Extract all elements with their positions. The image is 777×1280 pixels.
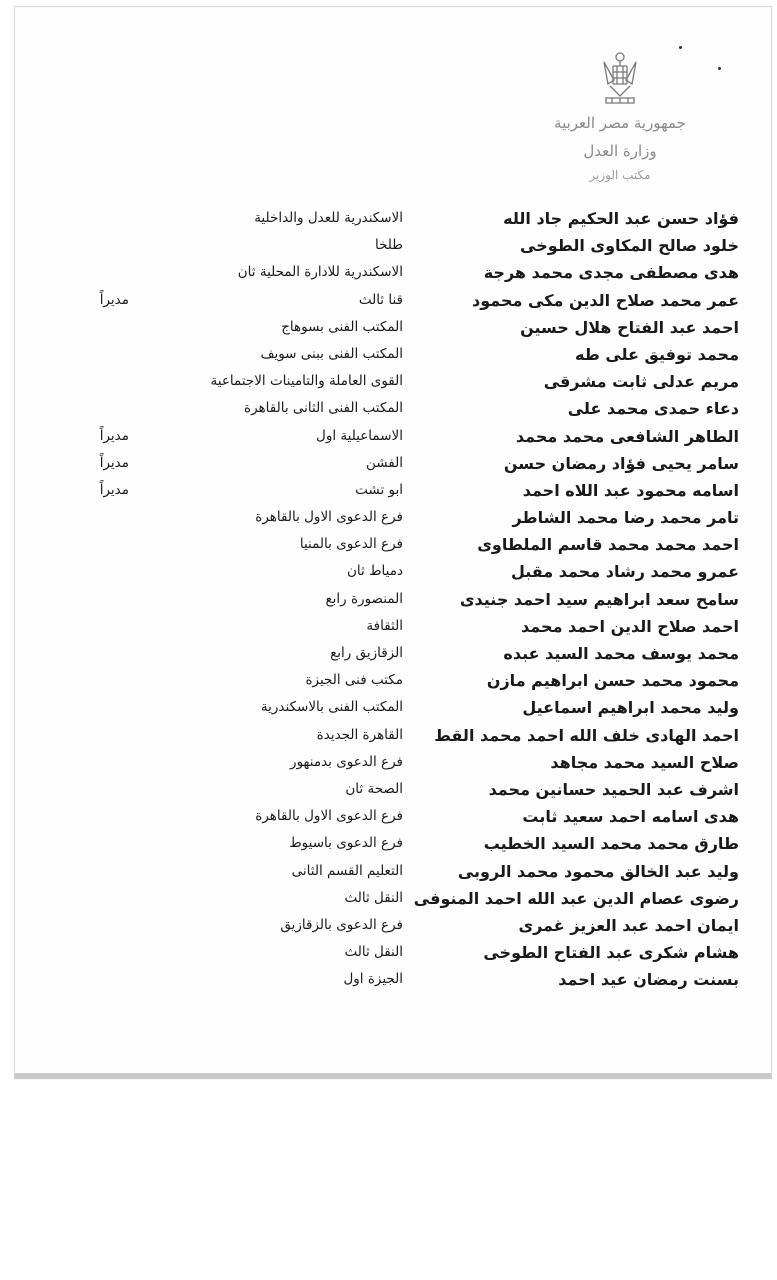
list-item xyxy=(0,205,777,232)
list-item xyxy=(0,640,777,667)
letterhead-country: جمهورية مصر العربية xyxy=(554,114,686,132)
assigned-department: المنصورة رابع xyxy=(325,590,403,607)
assigned-department: النقل ثالث xyxy=(344,889,403,906)
employee-name: محمد توفيق على طه xyxy=(574,344,739,364)
employee-name: اسامه محمود عبد اللاه احمد xyxy=(522,480,739,500)
employee-name: محمود محمد حسن ابراهيم مازن xyxy=(486,671,739,691)
list-item xyxy=(0,287,777,314)
list-item xyxy=(0,858,777,885)
eagle-emblem-icon xyxy=(598,50,642,104)
assigned-department: الاسكندرية للعدل والداخلية xyxy=(254,210,403,226)
assigned-department: النقل ثالث xyxy=(344,944,403,961)
letterhead-office: مكتب الوزير xyxy=(589,168,651,182)
personnel-list xyxy=(0,205,777,993)
assigned-department: الزقازيق رابع xyxy=(330,645,403,661)
assigned-department: المكتب الفنى الثانى بالقاهرة xyxy=(244,400,403,417)
assigned-department: فرع الدعوى باسيوط xyxy=(289,835,403,852)
assigned-department: القوى العاملة والتامينات الاجتماعية xyxy=(210,373,403,390)
employee-name: احمد صلاح الدين احمد محمد xyxy=(521,616,739,636)
list-item xyxy=(0,885,777,912)
employee-name: وليد عبد الخالق محمود محمد الروبى xyxy=(457,861,739,881)
employee-name: ايمان احمد عبد العزيز غمرى xyxy=(518,915,739,935)
letterhead-ministry: وزارة العدل xyxy=(583,142,657,160)
employee-name: احمد الهادى خلف الله احمد محمد القط xyxy=(434,725,739,745)
employee-name: هدى اسامه احمد سعيد ثابت xyxy=(522,807,739,827)
employee-name: محمد يوسف محمد السيد عبده xyxy=(503,644,739,663)
employee-name: مريم عدلى ثابت مشرقى xyxy=(543,372,739,392)
list-item xyxy=(0,232,777,259)
list-item xyxy=(0,586,777,613)
list-item xyxy=(0,776,777,803)
list-item xyxy=(0,477,777,504)
list-item xyxy=(0,694,777,721)
list-item xyxy=(0,667,777,694)
list-item xyxy=(0,912,777,939)
assigned-department: الاسكندرية للادارة المحلية ثان xyxy=(237,264,403,281)
list-item xyxy=(0,939,777,966)
assigned-department: الثقافة xyxy=(366,617,403,634)
assigned-department: المكتب الفنى ببنى سويف xyxy=(260,345,403,362)
assigned-department: الفشن xyxy=(365,454,403,471)
list-item xyxy=(0,613,777,640)
list-item xyxy=(0,368,777,395)
role-label: مديراً xyxy=(99,481,129,498)
assigned-department: الصحة ثان xyxy=(345,780,403,797)
list-item xyxy=(0,314,777,341)
role-label: مديراً xyxy=(99,291,129,308)
employee-name: خلود صالح المكاوى الطوخى xyxy=(520,236,739,256)
employee-name: تامر محمد رضا محمد الشاطر xyxy=(512,508,739,528)
assigned-department: فرع الدعوى بالمنيا xyxy=(299,536,403,553)
list-item xyxy=(0,722,777,749)
employee-name: سامح سعد ابراهيم سيد احمد جنيدى xyxy=(459,589,739,609)
employee-name: عمر محمد صلاح الدين مكى محمود xyxy=(472,290,739,310)
letterhead xyxy=(520,50,720,186)
employee-name: طارق محمد محمد السيد الخطيب xyxy=(483,834,739,854)
employee-name: فؤاد حسن عبد الحكيم جاد الله xyxy=(503,209,739,228)
list-item xyxy=(0,558,777,585)
employee-name: هدى مصطفى مجدى محمد هرجة xyxy=(483,263,739,283)
assigned-department: المكتب الفنى بالاسكندرية xyxy=(260,699,403,716)
assigned-department: الجيزة اول xyxy=(343,971,403,988)
assigned-department: ابو تشت xyxy=(355,481,403,498)
employee-name: دعاء حمدى محمد على xyxy=(567,399,739,419)
list-item xyxy=(0,803,777,830)
employee-name: وليد محمد ابراهيم اسماعيل xyxy=(522,698,739,718)
list-item xyxy=(0,830,777,857)
list-item xyxy=(0,966,777,993)
employee-name: اشرف عبد الحميد حسانين محمد xyxy=(488,779,739,799)
list-item xyxy=(0,749,777,776)
list-item xyxy=(0,395,777,422)
assigned-department: القاهرة الجديدة xyxy=(316,726,403,743)
assigned-department: قنا ثالث xyxy=(358,291,403,308)
assigned-department: فرع الدعوى الاول بالقاهرة xyxy=(255,808,403,825)
list-item xyxy=(0,504,777,531)
assigned-department: مكتب فنى الجيزة xyxy=(305,672,403,689)
employee-name: صلاح السيد محمد مجاهد xyxy=(550,752,739,772)
list-item xyxy=(0,450,777,477)
employee-name: رضوى عصام الدين عبد الله احمد المنوفى xyxy=(413,888,739,908)
assigned-department: فرع الدعوى بدمنهور xyxy=(290,753,403,770)
employee-name: عمرو محمد رشاد محمد مقبل xyxy=(510,562,739,582)
role-label: مديراً xyxy=(99,427,129,444)
list-item xyxy=(0,341,777,368)
assigned-department: التعليم القسم الثانى xyxy=(291,862,403,879)
role-label: مديراً xyxy=(99,454,129,471)
employee-name: بسنت رمضان عيد احمد xyxy=(558,970,739,990)
list-item xyxy=(0,423,777,450)
assigned-department: فرع الدعوى بالزقازيق xyxy=(280,916,403,933)
list-item xyxy=(0,531,777,558)
assigned-department: طلخا xyxy=(374,237,403,254)
assigned-department: فرع الدعوى الاول بالقاهرة xyxy=(255,509,403,526)
assigned-department: دمياط ثان xyxy=(347,563,403,580)
scan-speck xyxy=(679,46,682,49)
employee-name: سامر يحيى فؤاد رمضان حسن xyxy=(503,453,739,473)
assigned-department: الاسماعيلية اول xyxy=(316,427,403,444)
employee-name: الطاهر الشافعى محمد محمد xyxy=(515,426,739,446)
employee-name: هشام شكرى عبد الفتاح الطوخى xyxy=(483,943,739,963)
list-item xyxy=(0,259,777,286)
employee-name: احمد محمد محمد قاسم الملطاوى xyxy=(477,535,739,555)
employee-name: احمد عبد الفتاح هلال حسين xyxy=(520,317,739,337)
assigned-department: المكتب الفنى بسوهاج xyxy=(281,318,403,335)
